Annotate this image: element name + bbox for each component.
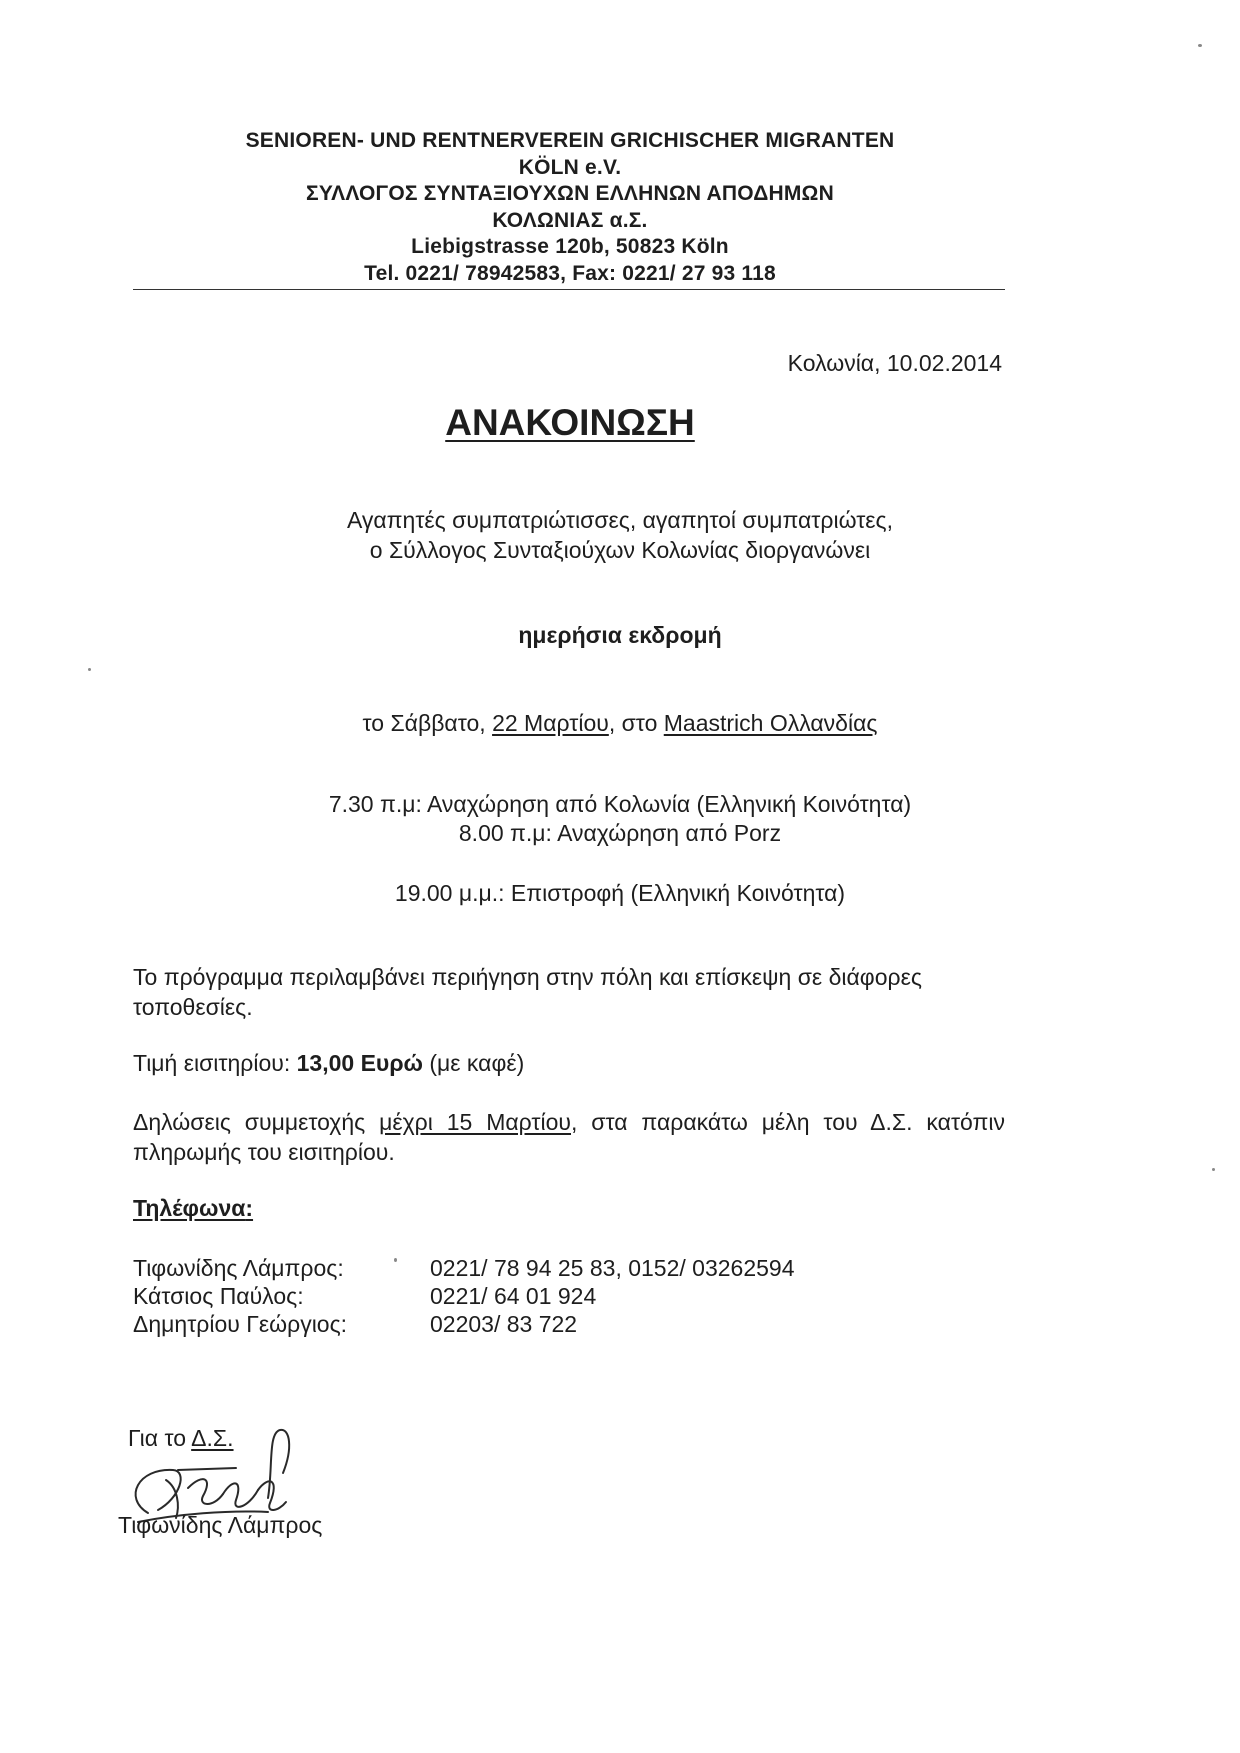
contact-name: Κάτσιος Παύλος: (133, 1283, 304, 1309)
scan-speck (1198, 44, 1202, 47)
registration-deadline: μέχρι 15 Μαρτίου (379, 1109, 571, 1135)
greeting-line-2: ο Σύλλογος Συνταξιούχων Κολωνίας διοργανώνει (369, 537, 871, 563)
price-note: (με καφέ) (422, 1050, 525, 1076)
contact-phone: 0221/ 78 94 25 83, 0152/ 03262594 (430, 1255, 795, 1281)
letterhead-city-greek: ΚΟΛΩΝΙΑΣ α.Σ. (492, 208, 648, 232)
departure-cologne: 7.30 π.μ: Αναχώρηση από Κολωνία (Ελληνική Κοινότητα) (328, 791, 912, 817)
letterhead-divider (133, 289, 1005, 290)
document-title (300, 402, 840, 444)
letterhead-org-german: SENIOREN- UND RENTNERVEREIN GRICHISCHER MIGRANTEN (245, 129, 895, 152)
contact-phone: 02203/ 83 722 (430, 1311, 578, 1337)
departure-porz: 8.00 π.μ: Αναχώρηση από Porz (458, 820, 782, 846)
phones-heading (133, 1195, 253, 1222)
contact-name: Τιφωνίδης Λάμπρος: (133, 1255, 344, 1281)
contact-list (133, 1254, 893, 1338)
trip-middle: , στο (608, 710, 664, 736)
scan-speck (88, 668, 91, 671)
trip-details (120, 708, 1120, 738)
departure-schedule (120, 790, 1120, 848)
trip-kind: ημερήσια εκδρομή (518, 622, 722, 648)
return-time: 19.00 μ.μ.: Επιστροφή (Ελληνική Κοινότητα) (394, 880, 846, 906)
letterhead-org-greek: ΣΥΛΛΟΓΟΣ ΣΥΝΤΑΞΙΟΥΧΩΝ ΕΛΛΗΝΩΝ ΑΠΟΔΗΜΩΝ (306, 182, 834, 205)
contact-row (133, 1254, 893, 1282)
price-label: Τιμή εισιτηρίου: (133, 1050, 297, 1076)
signature-board: Δ.Σ. (191, 1425, 234, 1451)
letterhead (130, 128, 1010, 287)
program-description: Το πρόγραμμα περιλαμβάνει περιήγηση στην πόλη και επίσκεψη σε διάφορες τοποθεσίες. (133, 964, 922, 1020)
document-date: Κολωνία, 10.02.2014 (787, 350, 1002, 376)
contact-row (133, 1310, 893, 1338)
greeting (120, 505, 1120, 565)
letterhead-address: Liebigstrasse 120b, 50823 Köln (411, 235, 729, 258)
ticket-price (133, 1048, 1005, 1078)
registration-info (133, 1107, 1005, 1167)
phones-heading-text: Τηλέφωνα (133, 1195, 246, 1221)
phones-heading-colon: : (245, 1195, 254, 1221)
letterhead-contact: Tel. 0221/ 78942583, Fax: 0221/ 27 93 118 (364, 261, 776, 285)
contact-phone: 0221/ 64 01 924 (430, 1283, 597, 1309)
letterhead-city-german: KÖLN e.V. (518, 155, 622, 179)
signer-name: Τιφωνίδης Λάμπρος (118, 1512, 323, 1538)
trip-prefix: το Σάββατο, (362, 710, 493, 736)
scan-speck (1212, 1168, 1215, 1171)
scan-speck (394, 1258, 397, 1262)
greeting-line-1: Αγαπητές συμπατριώτισσες, αγαπητοί συμπατριώτες, (346, 507, 894, 533)
registration-prefix: Δηλώσεις συμμετοχής (133, 1109, 380, 1135)
contact-row (133, 1282, 893, 1310)
price-amount: 13,00 Ευρώ (296, 1050, 423, 1076)
contact-name: Δημητρίου Γεώργιος: (133, 1311, 348, 1337)
trip-destination: Maastrich Ολλανδίας (663, 710, 878, 736)
signature-for-prefix: Για το (128, 1425, 192, 1451)
registration-suffix: , στα παρακάτω μέλη του Δ.Σ. κατόπιν πληρωμής του εισιτηρίου. (133, 1109, 1005, 1165)
title-text: ΑΝΑΚΟΙΝΩΣΗ (445, 402, 695, 443)
trip-date: 22 Μαρτίου (492, 710, 609, 736)
